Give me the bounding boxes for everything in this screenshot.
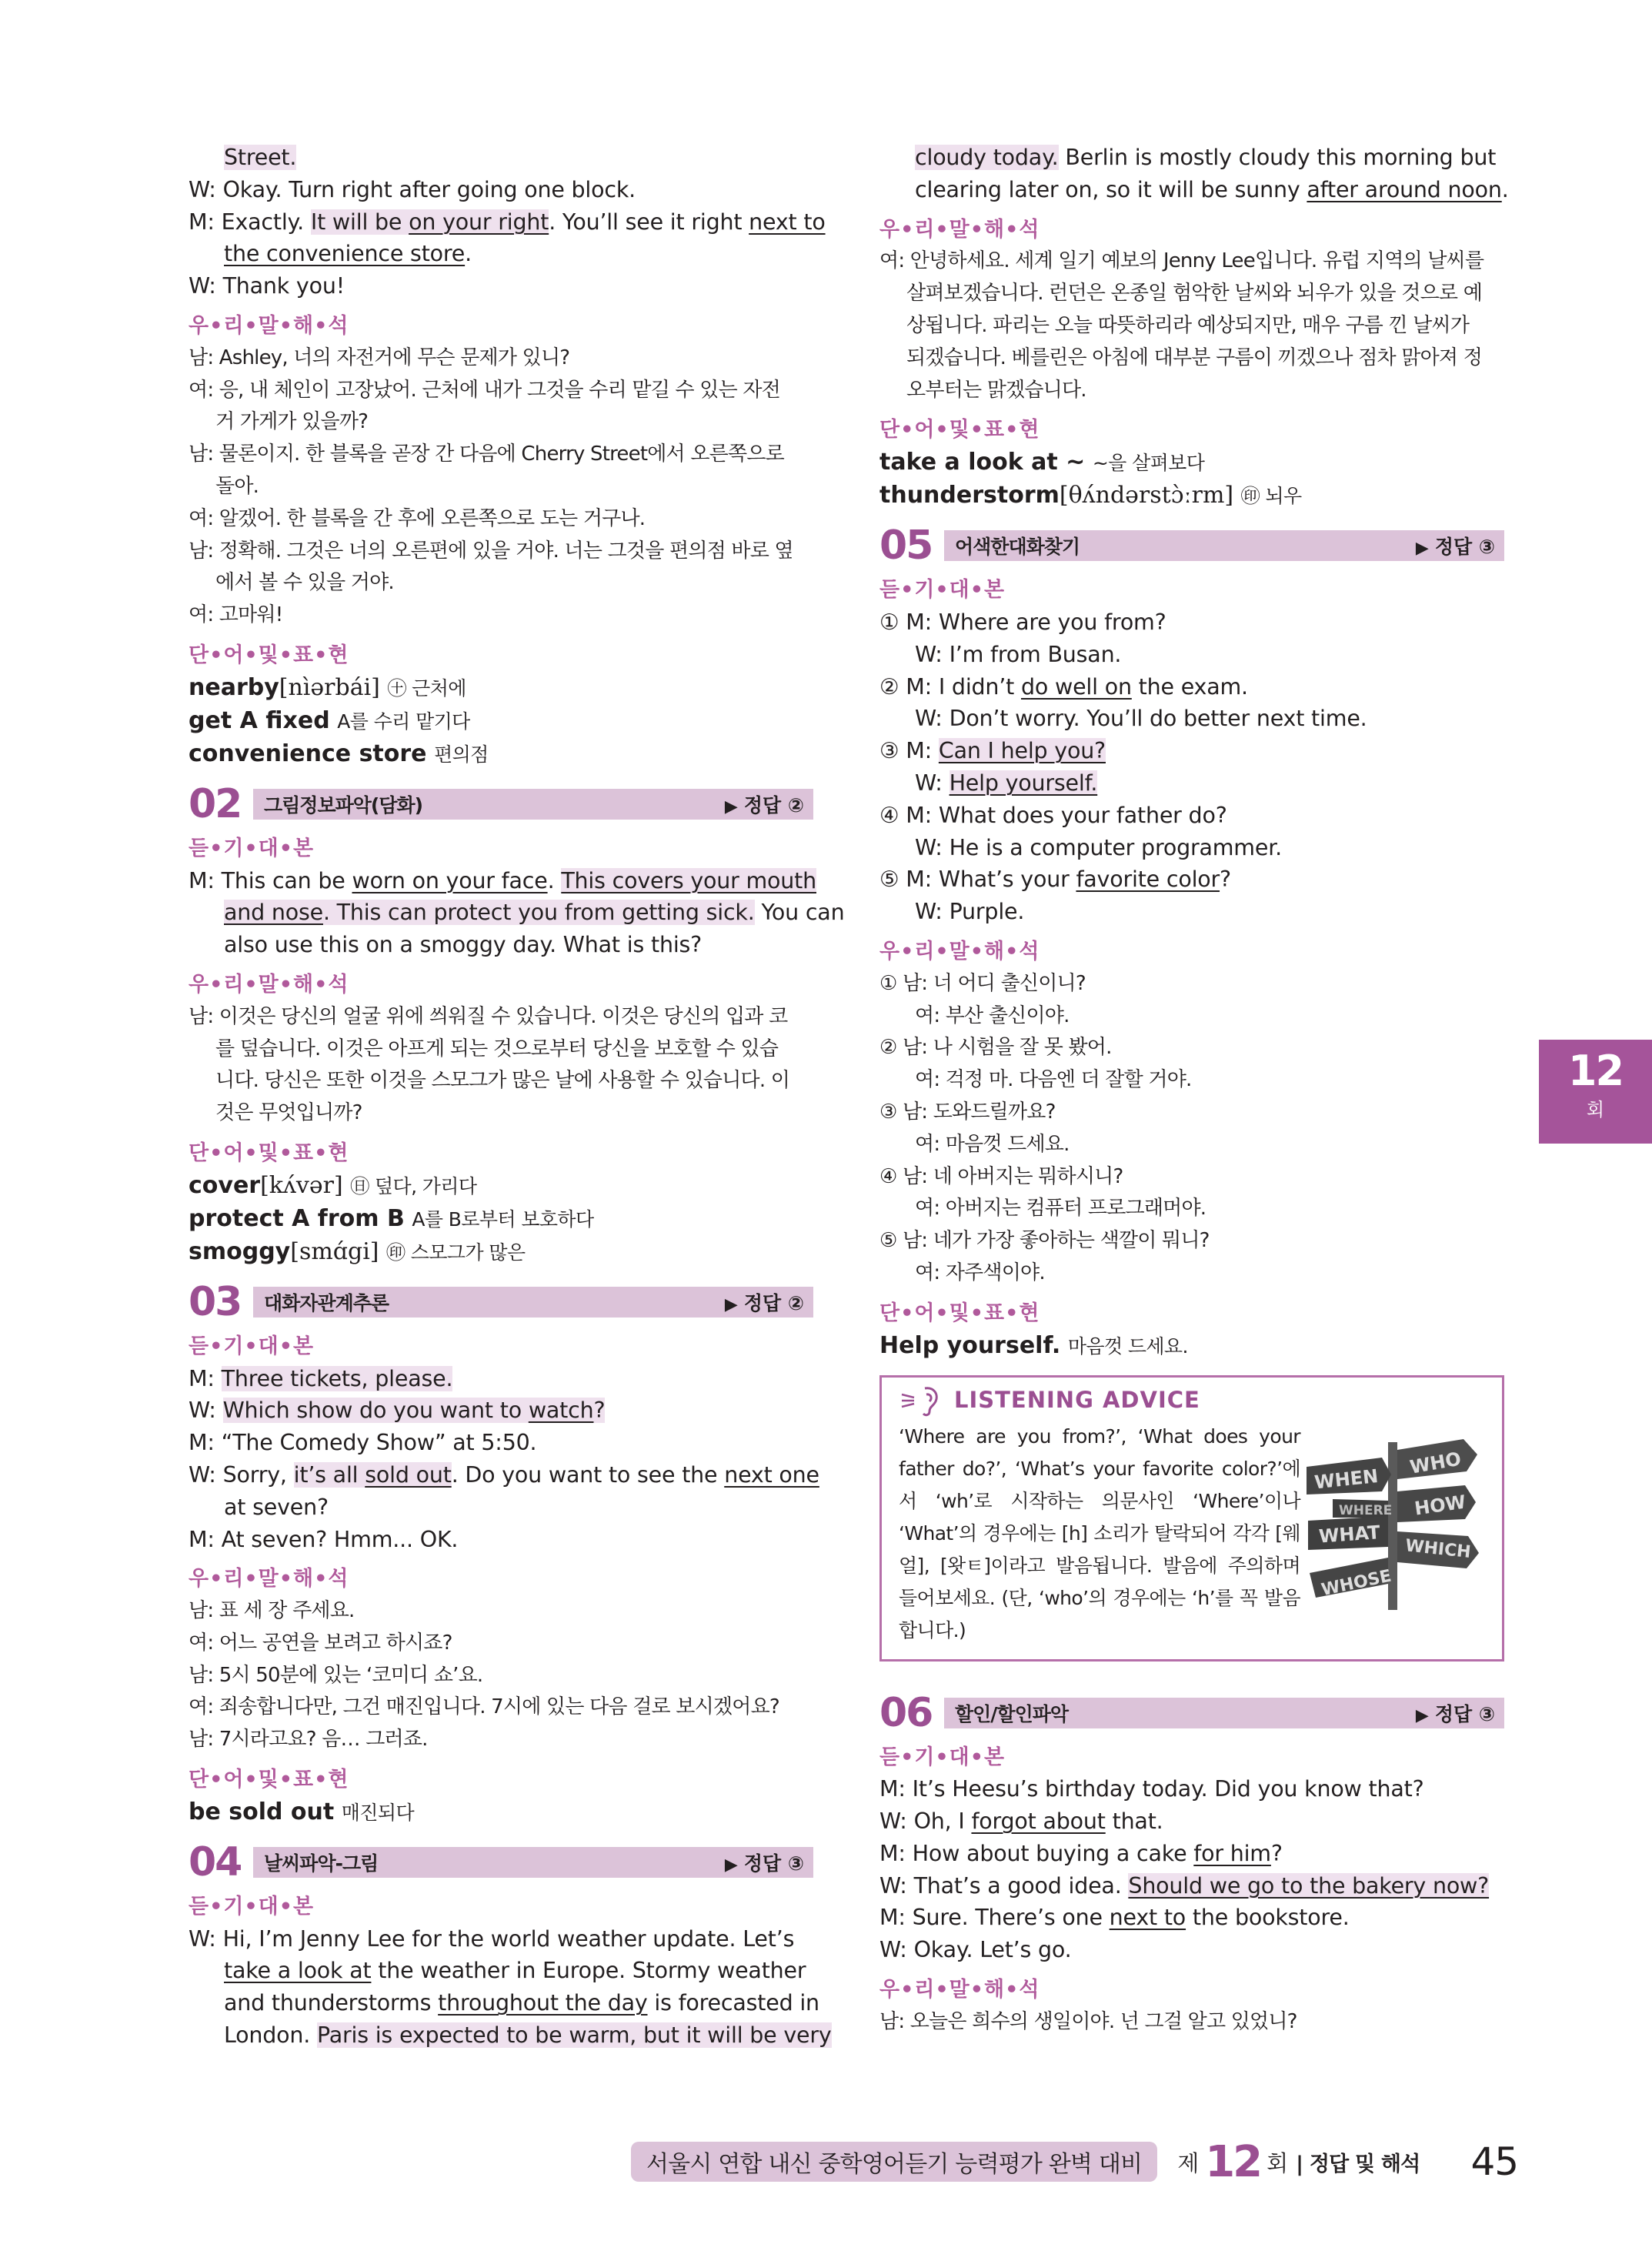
- vocab-item: [189, 1170, 813, 1203]
- text-line: W: Okay. Turn right after going one block.: [189, 176, 636, 202]
- sign-label: WHICH: [1404, 1535, 1472, 1562]
- answer-label: [725, 790, 804, 818]
- section-number: 03: [189, 1278, 242, 1325]
- text-line: 여: 마음껏 드세요.: [915, 1132, 1070, 1156]
- wh-question-signpost-image: [1302, 1431, 1487, 1613]
- text-line: 살펴보겠습니다. 런던은 온종일 험악한 날씨와 뇌우가 있을 것으로 예: [906, 282, 1483, 306]
- answer-label: [725, 1849, 804, 1876]
- vocab-word: be sold out: [189, 1798, 335, 1825]
- text-line: 남: 표 세 장 주세요.: [189, 1599, 355, 1623]
- advice-title: LISTENING ADVICE: [954, 1386, 1200, 1413]
- script-heading: 듣•기•대•본: [879, 1745, 1006, 1769]
- text-line: 것은 무엇입니까?: [215, 1101, 362, 1125]
- round-side-tab: [1539, 1040, 1652, 1144]
- section-bar: [253, 1847, 813, 1878]
- text-line: 를 덮습니다. 이것은 아프게 되는 것으로부터 당신을 보호할 수 있습: [215, 1037, 779, 1060]
- text-span: ?: [1270, 1840, 1283, 1866]
- text-span: is forecasted in: [647, 1990, 819, 2016]
- section-title: 어색한대화찾기: [955, 536, 1080, 559]
- section-header-06: [879, 1689, 1504, 1736]
- vocab-meaning: ㊞ 스모그가 많은: [386, 1241, 526, 1264]
- q04-vocab: [879, 446, 1504, 513]
- answer-label: [725, 1288, 804, 1316]
- sign-label: WHEN: [1313, 1464, 1380, 1494]
- text-span: forgot about: [971, 1808, 1106, 1835]
- vocab-item: [189, 1203, 813, 1236]
- vocab-ipa: [kʌ́vər]: [260, 1171, 343, 1199]
- answer-text: 정답 ③: [1434, 1702, 1495, 1725]
- q03-script: [189, 1363, 819, 1556]
- text-line: ③ 남: 도와드릴까요?: [879, 1100, 1056, 1124]
- text-span: Berlin is mostly cloudy this morning but: [1058, 145, 1497, 170]
- section-bar: [944, 530, 1504, 561]
- vocab-word: smoggy: [189, 1237, 291, 1265]
- vocab-ipa: [nìərbái]: [279, 673, 380, 701]
- text-span: Three tickets, please.: [221, 1365, 453, 1391]
- text-span: M: Exactly.: [189, 209, 311, 235]
- sign-whose: [1310, 1558, 1393, 1600]
- section-number: 05: [879, 523, 933, 569]
- section-bar: [253, 1287, 813, 1318]
- text-span: after around noon: [1307, 176, 1502, 202]
- vocab-word: cover: [189, 1171, 261, 1199]
- vocab-word: Help yourself.: [879, 1331, 1061, 1359]
- vocab-item: [879, 446, 1504, 479]
- text-span: sold out: [365, 1461, 452, 1488]
- text-span: You can: [754, 900, 845, 926]
- text-span: .: [547, 867, 562, 893]
- text-line: W: Hi, I’m Jenny Lee for the world weather update. Let’s: [189, 1925, 795, 1952]
- sign-what: [1308, 1516, 1388, 1550]
- text-line: W: Okay. Let’s go.: [879, 1937, 1072, 1963]
- vocab-word: convenience store: [189, 740, 427, 767]
- text-line: 여: 자주색이야.: [915, 1261, 1045, 1284]
- answer-label: [1416, 532, 1495, 559]
- section-number: 04: [189, 1839, 242, 1885]
- text-span: next one: [724, 1461, 819, 1488]
- triangle-right-icon: ▶: [724, 1294, 738, 1314]
- text-line: 여: 아버지는 컴퓨터 프로그래머야.: [915, 1197, 1206, 1221]
- text-line: ① 남: 너 어디 출신이니?: [879, 971, 1086, 995]
- text-line: 여: 어느 공연을 보려고 하시죠?: [189, 1631, 452, 1655]
- vocab-item: [879, 1330, 1504, 1363]
- text-span: Should we go to the bakery now?: [1128, 1872, 1490, 1899]
- sign-where: [1333, 1499, 1392, 1518]
- sign-how: [1397, 1485, 1476, 1522]
- text-line: 여: 고마워!: [189, 603, 283, 627]
- q04-script-continued: [879, 142, 1509, 206]
- vocab-meaning: ㊉ 근처에: [387, 676, 466, 700]
- text-line: 여: 안녕하세요. 세계 일기 예보의 Jenny Lee입니다. 유럽 지역의 날씨를: [879, 249, 1484, 273]
- text-line: 상됩니다. 파리는 오늘 따뜻하리라 예상되지만, 매우 구름 낀 날씨가: [906, 313, 1470, 337]
- section-number: 06: [879, 1689, 933, 1736]
- text-line: at seven?: [224, 1494, 329, 1520]
- text-span: watch: [528, 1398, 594, 1424]
- section-title: 그림정보파악(담화): [264, 793, 423, 817]
- text-line: 여: 부산 출신이야.: [915, 1004, 1070, 1027]
- vocab-word: get A fixed: [189, 706, 330, 734]
- script-heading: 듣•기•대•본: [189, 1894, 315, 1919]
- section-bar: [944, 1698, 1504, 1728]
- book-title: 서울시 연합 내신 중학영어듣기 능력평가 완벽 대비: [631, 2142, 1157, 2182]
- text-span: London.: [224, 2022, 317, 2049]
- text-line: W: Don’t worry. You’ll do better next time.: [915, 706, 1367, 732]
- translation-heading: 우•리•말•해•석: [189, 1567, 349, 1591]
- sign-label: WHAT: [1318, 1521, 1381, 1548]
- text-span: W: Sorry,: [189, 1461, 294, 1488]
- vocab-item: [189, 738, 813, 771]
- text-line: 남: 정확해. 그것은 너의 오른편에 있을 거야. 너는 그것을 편의점 바로 옆: [189, 539, 793, 563]
- q01-vocab: [189, 672, 813, 771]
- text-span: M: Sure. There’s one: [879, 1905, 1110, 1931]
- text-span: that.: [1105, 1808, 1163, 1835]
- text-span: M:: [189, 1365, 222, 1391]
- vocab-item: [189, 672, 813, 705]
- text-line: Street.: [224, 145, 297, 170]
- text-span: the weather in Europe. Stormy weather: [371, 1958, 806, 1984]
- ear-icon: [899, 1382, 945, 1418]
- triangle-right-icon: ▶: [1415, 1705, 1429, 1725]
- text-span: ② M: I didn’t: [879, 673, 1021, 700]
- page-footer: [631, 2135, 1518, 2189]
- text-span: the convenience store: [224, 241, 466, 267]
- triangle-right-icon: ▶: [1415, 539, 1429, 559]
- page-number: 45: [1470, 2139, 1519, 2184]
- text-line: 여: 걱정 마. 다음엔 더 잘할 거야.: [915, 1068, 1192, 1092]
- vocab-word: thunderstorm: [879, 482, 1060, 509]
- vocab-meaning: ㊐ 덮다, 가리다: [350, 1174, 477, 1197]
- footer-hoe: 회: [1267, 2149, 1289, 2176]
- round-number: 12: [1567, 1047, 1624, 1095]
- text-span: ③ M:: [879, 738, 939, 764]
- text-line: 에서 볼 수 있을 거야.: [215, 571, 394, 595]
- vocab-meaning: A를 수리 맡기다: [337, 710, 470, 733]
- q03-vocab: [189, 1796, 813, 1829]
- vocab-item: [189, 1796, 813, 1829]
- vocab-meaning: 매진되다: [341, 1801, 414, 1824]
- text-line: 돌아.: [215, 474, 259, 498]
- text-line: ② 남: 나 시험을 잘 못 봤어.: [879, 1036, 1112, 1060]
- translation-heading: 우•리•말•해•석: [879, 217, 1040, 242]
- text-line: W: I’m from Busan.: [915, 641, 1122, 667]
- advice-text: ‘Where are you from?’, ‘What does your father do?’, ‘What’s your favorite color?’에서 ‘wh’로 시작하는 의문사인 ‘Where’이나 ‘What’의 경우에는 [h] 소리가 탈락되어 각각 [웨얼], [왓ㅌ]이라고 발음됩니다. 발음에 주의하며 들어보세요. (단, ‘who’의 경우에는 ‘h’를 꼭 발음합니다.): [899, 1424, 1300, 1641]
- text-line: 거 가게가 있을까?: [215, 410, 369, 434]
- translation-heading: 우•리•말•해•석: [879, 939, 1040, 964]
- q01-script-continued: [189, 142, 826, 302]
- text-span: next to: [749, 209, 826, 235]
- text-span: cloudy today.: [915, 145, 1059, 170]
- vocab-item: [189, 705, 813, 738]
- text-span: throughout the day: [438, 1990, 648, 2016]
- section-header-04: [189, 1839, 813, 1885]
- section-number: 02: [189, 780, 242, 827]
- vocab-meaning: 편의점: [434, 743, 489, 766]
- text-span: and thunderstorms: [224, 1990, 439, 2016]
- sign-label: WHO: [1408, 1448, 1463, 1478]
- text-line: ① M: Where are you from?: [879, 609, 1166, 635]
- script-heading: 듣•기•대•본: [189, 836, 315, 860]
- section-header-05: [879, 523, 1504, 569]
- sign-label: WHERE: [1339, 1502, 1393, 1518]
- text-line: 남: 이것은 당신의 얼굴 위에 씌워질 수 있습니다. 이것은 당신의 입과 코: [189, 1004, 788, 1028]
- text-span: on your right: [409, 209, 549, 235]
- text-line: 남: 물론이지. 한 블록을 곧장 간 다음에 Cherry Street에서 오른쪽으로: [189, 443, 784, 466]
- round-label: 회: [1586, 1099, 1605, 1120]
- text-span: Which show do you want to: [222, 1398, 529, 1424]
- vocab-meaning: 마음껏 드세요.: [1067, 1334, 1188, 1358]
- text-line: ④ M: What does your father do?: [879, 802, 1227, 828]
- text-line: 남: 5시 50분에 있는 ‘코미디 쇼’요.: [189, 1663, 483, 1687]
- text-span: . You’ll see it right: [549, 209, 749, 235]
- translation-heading: 우•리•말•해•석: [189, 972, 349, 997]
- text-span: W: Oh, I: [879, 1808, 972, 1835]
- text-span: .: [465, 241, 472, 267]
- vocab-meaning: A를 B로부터 보호하다: [412, 1207, 594, 1231]
- text-line: 여: 응, 내 체인이 고장났어. 근처에 내가 그것을 수리 맡길 수 있는 자전: [189, 378, 780, 402]
- advice-header: [899, 1382, 1487, 1418]
- q04-script: [189, 1923, 832, 2052]
- text-line: 남: 오늘은 희수의 생일이야. 넌 그걸 알고 있었니?: [879, 2009, 1297, 2033]
- vocab-word: protect A from B: [189, 1204, 405, 1232]
- right-column: [879, 142, 1509, 2039]
- text-span: and nose: [224, 900, 323, 926]
- text-line: ⑤ 남: 네가 가장 좋아하는 색깔이 뭐니?: [879, 1229, 1210, 1253]
- text-line: 여: 알겠어. 한 블록을 간 후에 오른쪽으로 도는 거구나.: [189, 506, 646, 530]
- vocab-item: [189, 1236, 813, 1269]
- vocab-heading: 단•어•및•표•현: [189, 1141, 349, 1165]
- translation-heading: 우•리•말•해•석: [189, 313, 349, 338]
- section-header-02: [189, 780, 813, 827]
- vocab-item: [879, 479, 1504, 513]
- vocab-meaning: ~을 살펴보다: [1092, 452, 1205, 475]
- text-span: the exam.: [1131, 673, 1248, 700]
- q04-translation: [879, 245, 1504, 406]
- answer-text: 정답 ②: [743, 1291, 804, 1314]
- text-line: M: It’s Heesu’s birthday today. Did you know that?: [879, 1776, 1424, 1802]
- vocab-word: nearby: [189, 673, 279, 701]
- q01-translation: [189, 342, 813, 632]
- text-span: Help yourself.: [949, 770, 1098, 796]
- triangle-right-icon: ▶: [724, 1855, 738, 1875]
- vocab-heading: 단•어•및•표•현: [879, 418, 1040, 443]
- answer-label: [1416, 1699, 1495, 1727]
- text-line: 되겠습니다. 베를린은 아침에 대부분 구름이 끼겠으나 점차 맑아져 정: [906, 346, 1483, 369]
- q05-vocab: [879, 1330, 1504, 1363]
- footer-round-number: 12: [1205, 2136, 1261, 2187]
- answer-text: 정답 ②: [743, 793, 804, 817]
- text-line: W: Purple.: [915, 899, 1025, 925]
- text-span: ?: [593, 1398, 606, 1424]
- q02-translation: [189, 1001, 813, 1130]
- vocab-meaning: ㊞ 뇌우: [1240, 485, 1302, 508]
- text-span: favorite color: [1076, 867, 1220, 893]
- footer-je: 제: [1177, 2149, 1200, 2176]
- text-line: 남: Ashley, 너의 자전거에 무슨 문제가 있니?: [189, 346, 570, 369]
- text-span: This covers your mouth: [561, 867, 816, 893]
- text-line: 여: 죄송합니다만, 그건 매진입니다. 7시에 있는 다음 걸로 보시겠어요?: [189, 1695, 779, 1719]
- text-span: . This can protect you from getting sick.: [322, 900, 755, 926]
- text-span: do well on: [1020, 673, 1132, 700]
- text-line: 오부터는 맑겠습니다.: [906, 378, 1086, 402]
- text-line: W: Thank you!: [189, 273, 345, 299]
- listening-advice-box: [879, 1375, 1504, 1662]
- text-line: W: He is a computer programmer.: [915, 834, 1282, 860]
- text-span: clearing later on, so it will be sunny: [915, 176, 1307, 202]
- vocab-ipa: [smɑ́gi]: [290, 1237, 379, 1265]
- text-span: take a look at: [224, 1958, 372, 1984]
- section-header-03: [189, 1278, 813, 1325]
- section-title: 날씨파악-그림: [264, 1852, 379, 1875]
- answer-text: 정답 ③: [1434, 536, 1495, 559]
- text-span: . Do you want to see the: [451, 1461, 725, 1488]
- sign-who: [1397, 1439, 1477, 1479]
- text-span: Paris is expected to be warm, but it will be very: [317, 2022, 832, 2049]
- vocab-heading: 단•어•및•표•현: [879, 1301, 1040, 1325]
- vocab-heading: 단•어•및•표•현: [189, 643, 349, 667]
- text-line: ④ 남: 네 아버지는 뭐하시니?: [879, 1164, 1123, 1188]
- vocab-heading: 단•어•및•표•현: [189, 1768, 349, 1792]
- sign-label: WHOSE: [1320, 1565, 1393, 1600]
- sign-label: HOW: [1413, 1491, 1467, 1520]
- answer-text: 정답 ③: [743, 1852, 804, 1875]
- text-line: also use this on a smoggy day. What is this?: [224, 932, 703, 958]
- section-title: 할인/할인파악: [955, 1702, 1069, 1725]
- text-span: ⑤ M: What’s your: [879, 867, 1076, 893]
- sign-when: [1307, 1458, 1391, 1495]
- text-span: worn on your face: [352, 867, 548, 893]
- text-span: ?: [1220, 867, 1231, 893]
- text-line: 니다. 당신은 또한 이것을 스모그가 많은 날에 사용할 수 있습니다. 이: [215, 1069, 790, 1093]
- text-span: W:: [915, 770, 949, 796]
- text-span: It will be: [310, 209, 409, 235]
- text-span: the bookstore.: [1186, 1905, 1350, 1931]
- script-heading: 듣•기•대•본: [189, 1334, 315, 1358]
- script-heading: 듣•기•대•본: [879, 578, 1006, 603]
- text-span: next to: [1109, 1905, 1186, 1931]
- triangle-right-icon: ▶: [724, 797, 738, 817]
- vocab-word: take a look at ~: [879, 449, 1086, 476]
- text-line: 남: 7시라고요? 음… 그러죠.: [189, 1728, 428, 1752]
- sign-which: [1397, 1531, 1479, 1568]
- q02-script: [189, 865, 845, 961]
- q06-translation: [879, 2006, 1504, 2039]
- left-column: [189, 142, 845, 2052]
- text-span: it’s all: [293, 1461, 365, 1488]
- text-span: W:: [189, 1398, 223, 1424]
- text-span: .: [1501, 176, 1509, 202]
- footer-section-label: | 정답 및 해석: [1296, 2152, 1420, 2176]
- q05-script: [879, 606, 1504, 928]
- text-line: M: At seven? Hmm... OK.: [189, 1526, 459, 1552]
- q03-translation: [189, 1595, 813, 1756]
- q02-vocab: [189, 1170, 813, 1269]
- text-span: W: That’s a good idea.: [879, 1872, 1129, 1899]
- text-span: for him: [1193, 1840, 1271, 1866]
- translation-heading: 우•리•말•해•석: [879, 1978, 1040, 2002]
- text-span: Can I help you?: [938, 738, 1106, 764]
- q06-script: [879, 1773, 1504, 1966]
- text-line: M: “The Comedy Show” at 5:50.: [189, 1430, 537, 1456]
- vocab-ipa: [θʌ́ndərstɔ̀ːrm]: [1059, 482, 1234, 509]
- q05-translation: [879, 968, 1504, 1290]
- text-span: M: How about buying a cake: [879, 1840, 1194, 1866]
- section-title: 대화자관계추론: [264, 1291, 389, 1314]
- text-span: M: This can be: [189, 867, 352, 893]
- section-bar: [253, 789, 813, 820]
